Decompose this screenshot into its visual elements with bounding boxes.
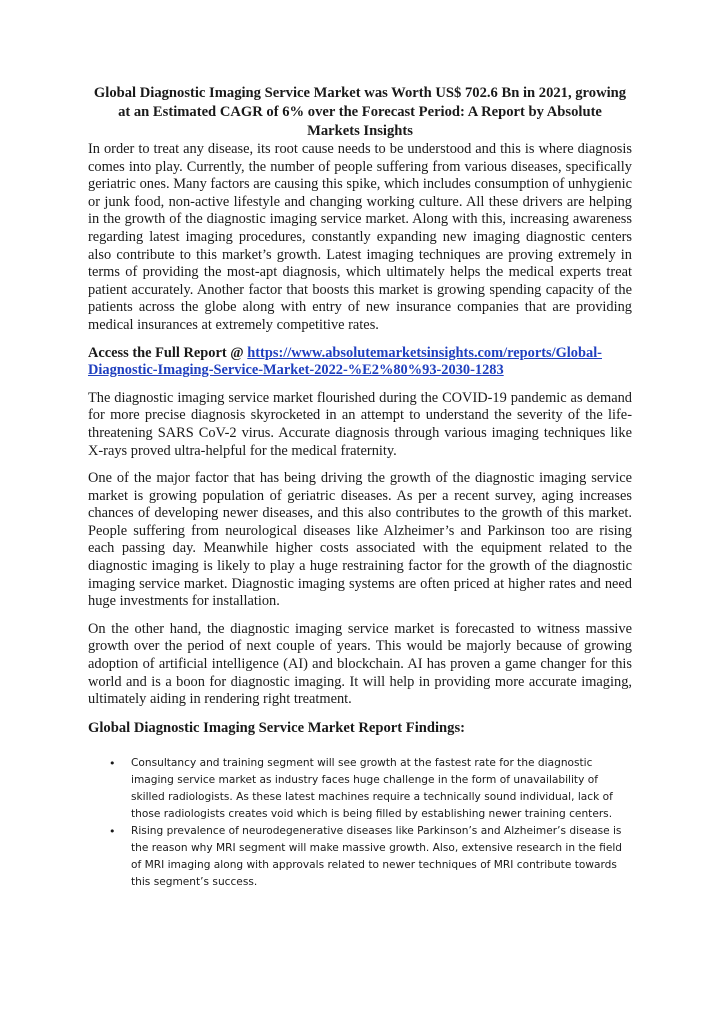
findings-heading: Global Diagnostic Imaging Service Market Report Findings: [88, 719, 465, 736]
bullet-icon: • [109, 824, 116, 838]
list-item [88, 823, 632, 891]
drivers-paragraph: One of the major factor that has being driving the growth of the diagnostic imaging service market is growing population of geriatric diseases. As per a recent survey, aging increases chances of developing newer diseases, and this also contributes to the growth of this market. People suffering from neurological diseases like Alzheimer’s and Parkinson too are rising each passing day. Meanwhile higher costs associated with the equipment related to the diagnostic imaging is likely to play a huge restraining factor for the growth of the diagnostic imaging service market. Diagnostic imaging systems are often priced at higher rates and need huge investments for installation. [88, 470, 632, 610]
bullet-icon: • [109, 756, 116, 770]
access-report-label: Access the Full Report @ [88, 344, 248, 361]
intro-paragraph: In order to treat any disease, its root cause needs to be understood and this is where diagnosis comes into play. Currently, the number of people suffering from various diseases, specifically geriatric ones. Many factors are causing this spike, which includes consumption of unhygienic or junk food, non-active lifestyle and changing working culture. All these drivers are helping in the growth of the diagnostic imaging service market. Along with this, increasing awareness regarding latest imaging procedures, constantly expanding new imaging diagnostic centers also contribute to this market’s growth. Latest imaging techniques are proving extremely in terms of providing the most-apt diagnosis, which ultimately helps the medical experts treat patient accurately. Another factor that boosts this market is growing spending capacity of the patients across the globe along with entry of new insurance companies that are providing medical insurances at extremely competitive rates. [88, 141, 632, 333]
findings-list [88, 755, 632, 891]
finding-text: Consultancy and training segment will see growth at the fastest rate for the diagnostic imaging service market as industry faces huge challenge in the form of unavailability of skilled radiologists. As these latest machines require a technically sound individual, lack of those radiologists creates void which is being filled by establishing newer training centers. [131, 756, 613, 820]
finding-text: Rising prevalence of neurodegenerative diseases like Parkinson’s and Alzheimer’s disease is the reason why MRI segment will make massive growth. Also, extensive research in the field of MRI imaging along with approvals related to newer techniques of MRI contribute towards this segment’s success. [131, 824, 623, 888]
report-link[interactable]: https://www.absolutemarketsinsights.com/reports/Global-Diagnostic-Imaging-Service-Market-2022-%E2%80%93-2030-1283 [88, 344, 602, 379]
covid-paragraph: The diagnostic imaging service market flourished during the COVID-19 pandemic as demand for more precise diagnosis skyrocketed in an attempt to understand the severity of the life-threatening SARS CoV-2 virus. Accurate diagnosis through various imaging techniques like X-rays proved ultra-helpful for the medical fraternity. [88, 389, 632, 459]
document-title: Global Diagnostic Imaging Service Market was Worth US$ 702.6 Bn in 2021, growing at an Estimated CAGR of 6% over the Forecast Period: A Report by Absolute Markets Insights [93, 85, 627, 139]
list-item [88, 755, 632, 823]
outlook-paragraph: On the other hand, the diagnostic imaging service market is forecasted to witness massive growth over the period of next couple of years. This would be majorly because of growing adoption of artificial intelligence (AI) and blockchain. AI has proven a game changer for this world and is a boon for diagnostic imaging. It will help in providing more accurate imaging, ultimately aiding in rendering right treatment. [88, 620, 632, 708]
access-report-line [88, 345, 632, 380]
